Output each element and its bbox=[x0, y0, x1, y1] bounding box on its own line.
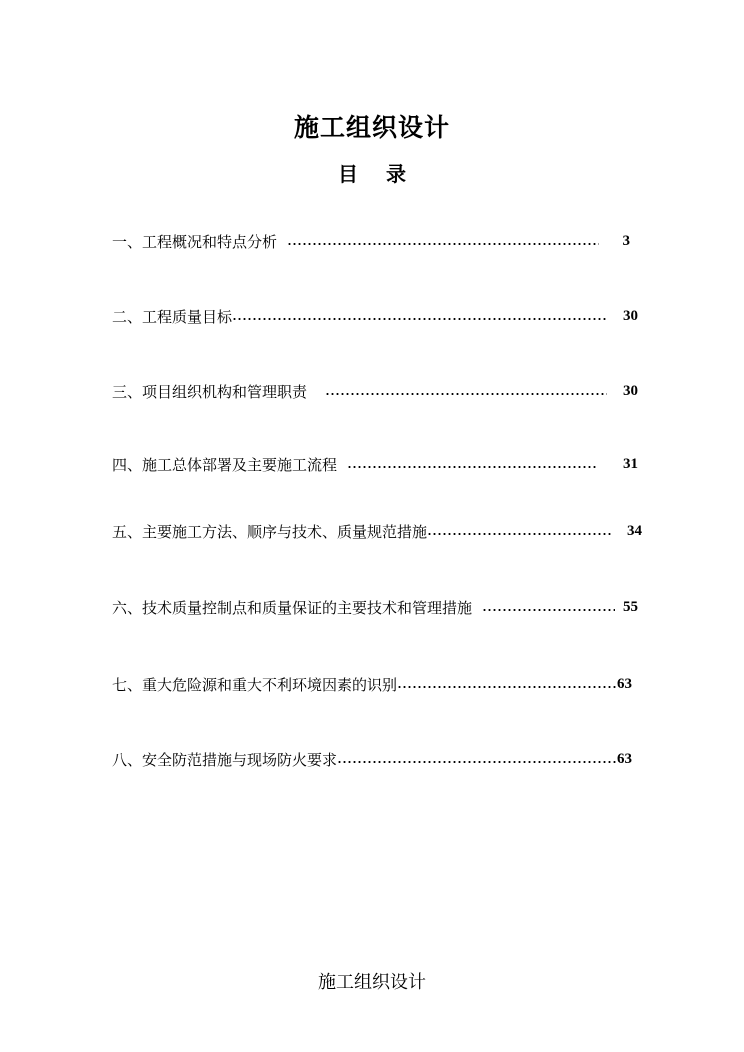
toc-entry[interactable] bbox=[112, 596, 638, 618]
leader-dots bbox=[427, 532, 611, 536]
leader-dots bbox=[347, 465, 597, 469]
toc-entry[interactable] bbox=[112, 453, 638, 475]
toc-heading-char: 录 bbox=[386, 162, 406, 186]
toc-heading bbox=[0, 158, 744, 187]
toc-entry-label: 三、项目组织机构和管理职责 bbox=[112, 382, 308, 401]
toc-entry[interactable] bbox=[112, 520, 642, 542]
toc-entry-label: 八、安全防范措施与现场防火要求 bbox=[112, 750, 338, 769]
toc-entry-page: 31 bbox=[623, 455, 638, 472]
toc-entry-label: 六、技术质量控制点和质量保证的主要技术和管理措施 bbox=[112, 598, 473, 617]
page-footer: 施工组织设计 bbox=[318, 972, 426, 993]
toc-entry-label: 一、工程概况和特点分析 bbox=[112, 232, 278, 251]
toc-entry-label: 二、工程质量目标 bbox=[112, 307, 233, 326]
document-title: 施工组织设计 bbox=[293, 113, 450, 142]
toc-entry[interactable] bbox=[112, 380, 638, 402]
toc-entry[interactable] bbox=[112, 305, 638, 327]
leader-dots bbox=[325, 392, 607, 396]
toc-entry-label: 四、施工总体部署及主要施工流程 bbox=[112, 455, 338, 474]
toc-entry-page: 63 bbox=[617, 675, 632, 692]
toc-heading-char: 目 bbox=[338, 162, 358, 186]
toc-entry[interactable] bbox=[112, 230, 630, 252]
leader-dots bbox=[232, 317, 607, 321]
leader-dots bbox=[397, 685, 617, 689]
leader-dots bbox=[482, 608, 615, 612]
toc-entry-page: 63 bbox=[617, 750, 632, 767]
toc-entry-page: 3 bbox=[622, 232, 630, 249]
toc-entry[interactable] bbox=[112, 673, 632, 695]
toc-entry-page: 34 bbox=[627, 522, 642, 539]
leader-dots bbox=[337, 760, 617, 764]
toc-entry[interactable] bbox=[112, 748, 632, 770]
toc-entry-label: 七、重大危险源和重大不利环境因素的识别 bbox=[112, 675, 398, 694]
toc-entry-page: 30 bbox=[623, 382, 638, 399]
toc-entry-page: 30 bbox=[623, 307, 638, 324]
toc-entry-label: 五、主要施工方法、顺序与技术、质量规范措施 bbox=[112, 522, 428, 541]
leader-dots bbox=[287, 242, 598, 246]
toc-entry-page: 55 bbox=[623, 598, 638, 615]
